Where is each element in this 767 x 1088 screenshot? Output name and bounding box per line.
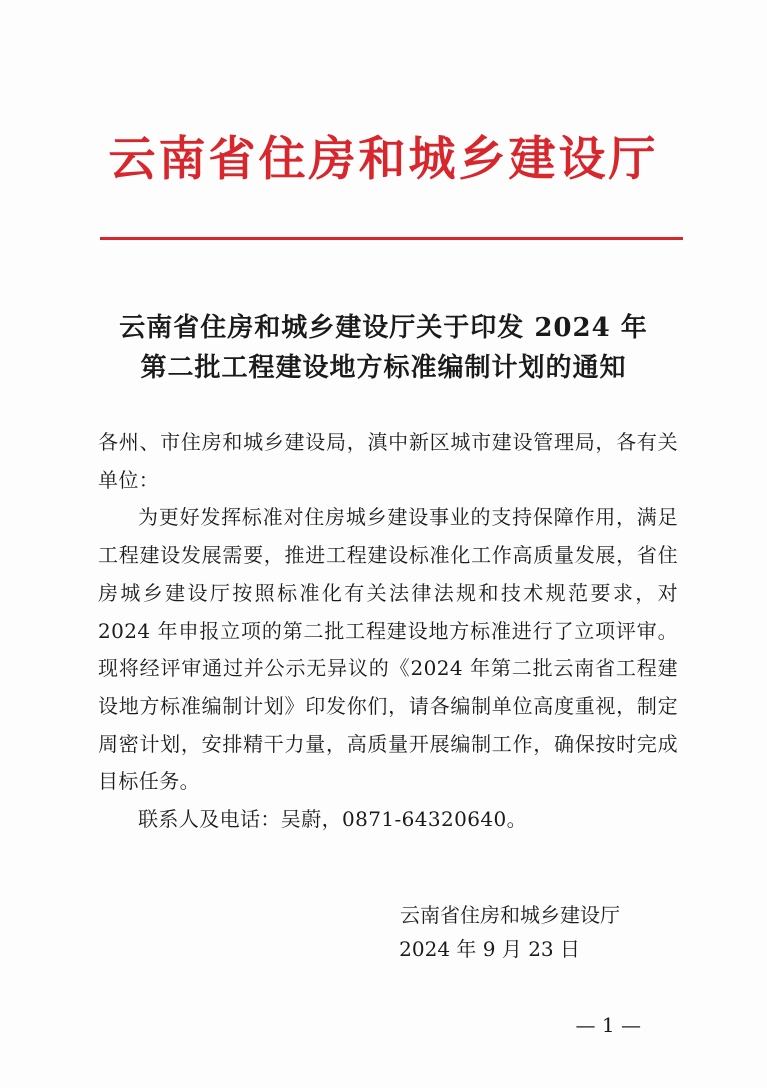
signature-organization: 云南省住房和城乡建设厅: [400, 903, 620, 927]
header-red-rule: [100, 237, 683, 240]
signature-date: 2024 年 9 月 23 日: [399, 937, 580, 961]
body-paragraph: 为更好发挥标准对住房城乡建设事业的支持保障作用，满足工程建设发展需要，推进工程建设标准化工作高质量发展，省住房城乡建设厅按照标准化有关法律法规和技术规范要求，对 2024 年申报立项的第二批工程建设地方标准进行了立项评审。现将经评审通过并公示无异议的《2024 年第二批云南省工程建设地方标准编制计划》印发你们，请各编制单位高度重视，制定周密计划，安排精干力量，高质量开展编制工作，确保按时完成目标任务。: [98, 505, 678, 794]
agency-header: 云南省住房和城乡建设厅: [108, 132, 659, 187]
title-line-1: 云南省住房和城乡建设厅关于印发 2024 年: [119, 313, 648, 343]
contact-info: 联系人及电话：吴蔚，0871-64320640。: [138, 807, 528, 832]
document-title: [0, 308, 767, 388]
recipients: 各州、市住房和城乡建设局，滇中新区城市建设管理局，各有关单位：: [98, 430, 678, 492]
page-number: — 1 —: [575, 1013, 641, 1037]
title-line-2: 第二批工程建设地方标准编制计划的通知: [140, 353, 627, 383]
document-body: [98, 424, 678, 839]
signature-block: [0, 898, 640, 966]
